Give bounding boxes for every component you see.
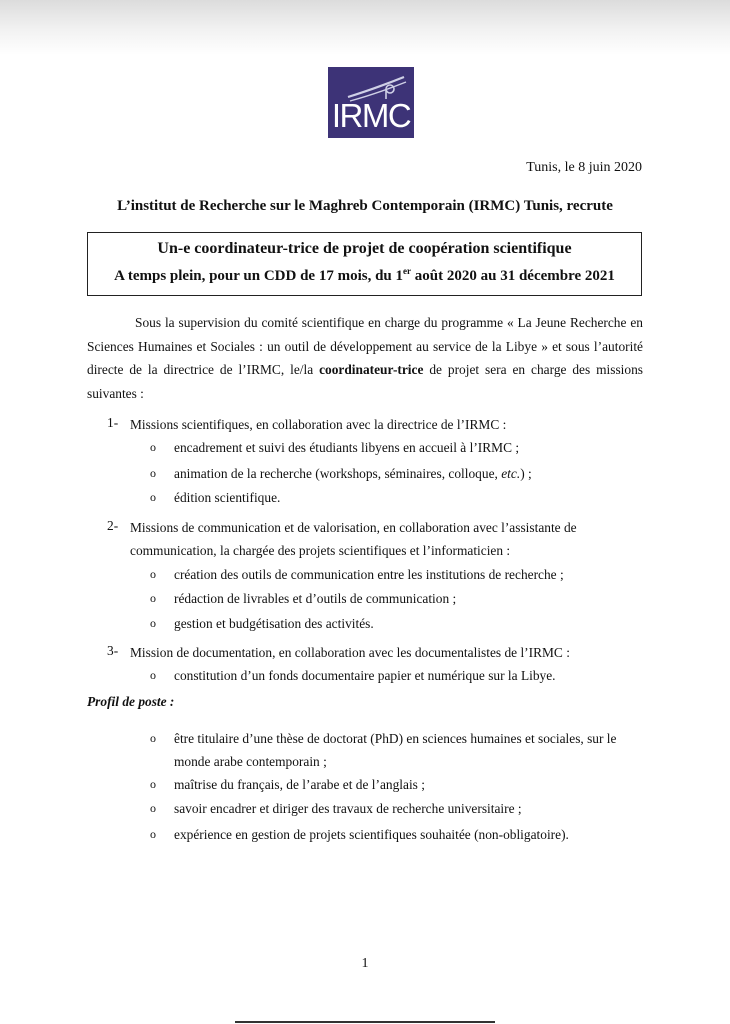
bullet-icon: o: [150, 440, 156, 454]
bullet-icon: o: [150, 616, 156, 630]
job-title-box: [87, 232, 642, 296]
list-item: constitution d’un fonds documentaire papier et numérique sur la Libye.: [174, 668, 556, 683]
list-item: rédaction de livrables et d’outils de communication ;: [174, 591, 457, 606]
intro-paragraph: Sous la supervision du comité scientifique en charge du programme « La Jeune Recherche en Sciences Humaines et Sociales : un outil de développement au service de la Libye » et sous l’autorité directe de la directrice de l’IRMC, le/la coordinateur-trice de projet sera en charge des missions suivantes :: [87, 315, 643, 401]
list-item: encadrement et suivi des étudiants libyens en accueil à l’IRMC ;: [174, 440, 520, 455]
profil-heading: Profil de poste :: [87, 694, 175, 709]
bullet-icon: o: [150, 731, 156, 745]
list-item: animation de la recherche (workshops, séminaires, colloque, etc.) ;: [174, 466, 532, 481]
mission-number: 1-: [107, 415, 119, 430]
bullet-icon: o: [150, 668, 156, 682]
mission-title: Missions scientifiques, en collaboration avec la directrice de l’IRMC :: [130, 417, 507, 432]
contract-terms: A temps plein, pour un CDD de 17 mois, du 1er août 2020 au 31 décembre 2021: [114, 266, 615, 284]
mission-number: 3-: [107, 643, 119, 658]
list-item: maîtrise du français, de l’arabe et de l’anglais ;: [174, 777, 425, 792]
bullet-icon: o: [150, 827, 156, 841]
list-item: édition scientifique.: [174, 490, 281, 505]
page-number: 1: [361, 956, 369, 971]
document-heading: L’institut de Recherche sur le Maghreb Contemporain (IRMC) Tunis, recrute: [117, 198, 613, 214]
bullet-icon: o: [150, 490, 156, 504]
list-item: gestion et budgétisation des activités.: [174, 616, 374, 631]
mission-title: Missions de communication et de valorisation, en collaboration avec l’assistante de: [130, 520, 577, 535]
mission-title-cont: communication, la chargée des projets scientifiques et l’informaticien :: [130, 543, 511, 558]
irmc-logo: [328, 67, 414, 138]
list-item: création des outils de communication entre les institutions de recherche ;: [174, 567, 564, 582]
mission-title: Mission de documentation, en collaboration avec les documentalistes de l’IRMC :: [130, 645, 570, 660]
list-item: expérience en gestion de projets scientifiques souhaitée (non-obligatoire).: [174, 827, 569, 842]
document-date: Tunis, le 8 juin 2020: [526, 160, 642, 175]
bullet-icon: o: [150, 466, 156, 480]
bullet-icon: o: [150, 567, 156, 581]
list-item: savoir encadrer et diriger des travaux de recherche universitaire ;: [174, 801, 522, 816]
mission-number: 2-: [107, 518, 119, 533]
logo-text: IRMC: [331, 97, 411, 134]
list-item: être titulaire d’une thèse de doctorat (PhD) en sciences humaines et sociales, sur le: [174, 731, 617, 746]
bullet-icon: o: [150, 591, 156, 605]
bullet-icon: o: [150, 777, 156, 791]
job-title: Un-e coordinateur-trice de projet de coopération scientifique: [157, 240, 572, 257]
bullet-icon: o: [150, 801, 156, 815]
list-item-cont: monde arabe contemporain ;: [174, 754, 327, 769]
divider: [235, 1021, 495, 1023]
